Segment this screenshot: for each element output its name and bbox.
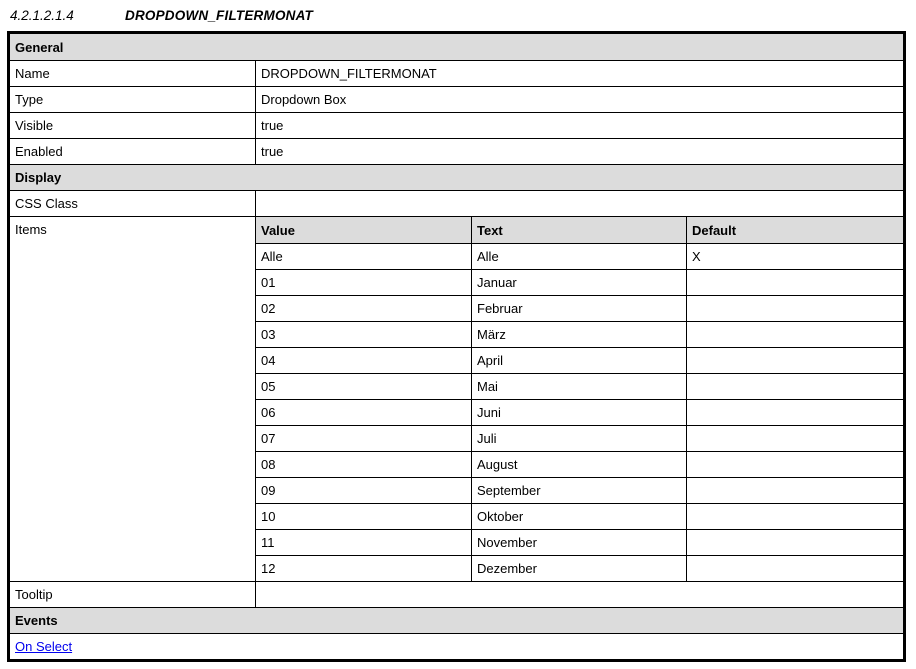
item-default [687, 374, 903, 399]
item-row [256, 269, 903, 295]
item-value: 01 [256, 270, 472, 295]
item-row [256, 425, 903, 451]
item-row [256, 451, 903, 477]
items-header-row [256, 217, 903, 243]
property-label: Tooltip [10, 582, 256, 607]
heading-number: 4.2.1.2.1.4 [10, 8, 74, 23]
item-row [256, 347, 903, 373]
item-value: 12 [256, 556, 472, 581]
item-default [687, 478, 903, 503]
item-text: April [472, 348, 687, 373]
row-on-select [10, 633, 903, 659]
row-tooltip [10, 581, 903, 607]
item-default [687, 270, 903, 295]
property-label: Name [10, 61, 256, 86]
item-row [256, 243, 903, 269]
row-items [10, 216, 903, 581]
item-text: November [472, 530, 687, 555]
item-row [256, 295, 903, 321]
property-value: Dropdown Box [261, 92, 347, 107]
property-label: Type [10, 87, 256, 112]
column-header-default: Default [692, 222, 737, 238]
item-default [687, 400, 903, 425]
item-value: 09 [256, 478, 472, 503]
item-text: Alle [472, 244, 687, 269]
item-value: 02 [256, 296, 472, 321]
section-heading [10, 8, 916, 25]
property-value [256, 191, 903, 216]
properties-table [7, 31, 906, 662]
item-text: September [472, 478, 687, 503]
item-default [687, 426, 903, 451]
item-default [687, 504, 903, 529]
item-row [256, 373, 903, 399]
item-row [256, 399, 903, 425]
row-name [10, 60, 903, 86]
item-value: 11 [256, 530, 472, 555]
section-header-general: General [10, 34, 903, 60]
item-value: Alle [256, 244, 472, 269]
item-text: Oktober [472, 504, 687, 529]
section-header-display: Display [10, 164, 903, 190]
property-value: true [261, 144, 284, 159]
item-default [687, 322, 903, 347]
item-text: Januar [472, 270, 687, 295]
item-text: Juli [472, 426, 687, 451]
item-default [687, 296, 903, 321]
row-visible [10, 112, 903, 138]
property-label: Visible [10, 113, 256, 138]
item-text: Dezember [472, 556, 687, 581]
items-table [256, 217, 903, 581]
row-enabled [10, 138, 903, 164]
item-default [687, 530, 903, 555]
item-row [256, 477, 903, 503]
property-label: Enabled [10, 139, 256, 164]
item-default [687, 556, 903, 581]
page-title: DROPDOWN_FILTERMONAT [125, 8, 313, 23]
item-value: 04 [256, 348, 472, 373]
row-type [10, 86, 903, 112]
item-default [687, 452, 903, 477]
item-row [256, 503, 903, 529]
item-value: 07 [256, 426, 472, 451]
item-value: 10 [256, 504, 472, 529]
item-row [256, 321, 903, 347]
column-header-text: Text [472, 217, 687, 243]
item-row [256, 529, 903, 555]
item-text: August [472, 452, 687, 477]
property-value: true [261, 118, 284, 133]
property-value: DROPDOWN_FILTERMONAT [261, 66, 437, 81]
row-css-class [10, 190, 903, 216]
property-label: CSS Class [10, 191, 256, 216]
item-text: Juni [472, 400, 687, 425]
item-default [687, 348, 903, 373]
item-value: 03 [256, 322, 472, 347]
property-value [256, 582, 903, 607]
item-value: 05 [256, 374, 472, 399]
item-value: 06 [256, 400, 472, 425]
item-row [256, 555, 903, 581]
section-header-events: Events [10, 607, 903, 633]
item-text: März [472, 322, 687, 347]
item-text: Februar [472, 296, 687, 321]
item-value: 08 [256, 452, 472, 477]
property-label: Items [10, 217, 256, 581]
on-select-link[interactable]: On Select [15, 639, 73, 654]
item-default: X [692, 249, 701, 264]
column-header-value: Value [256, 217, 472, 243]
item-text: Mai [472, 374, 687, 399]
